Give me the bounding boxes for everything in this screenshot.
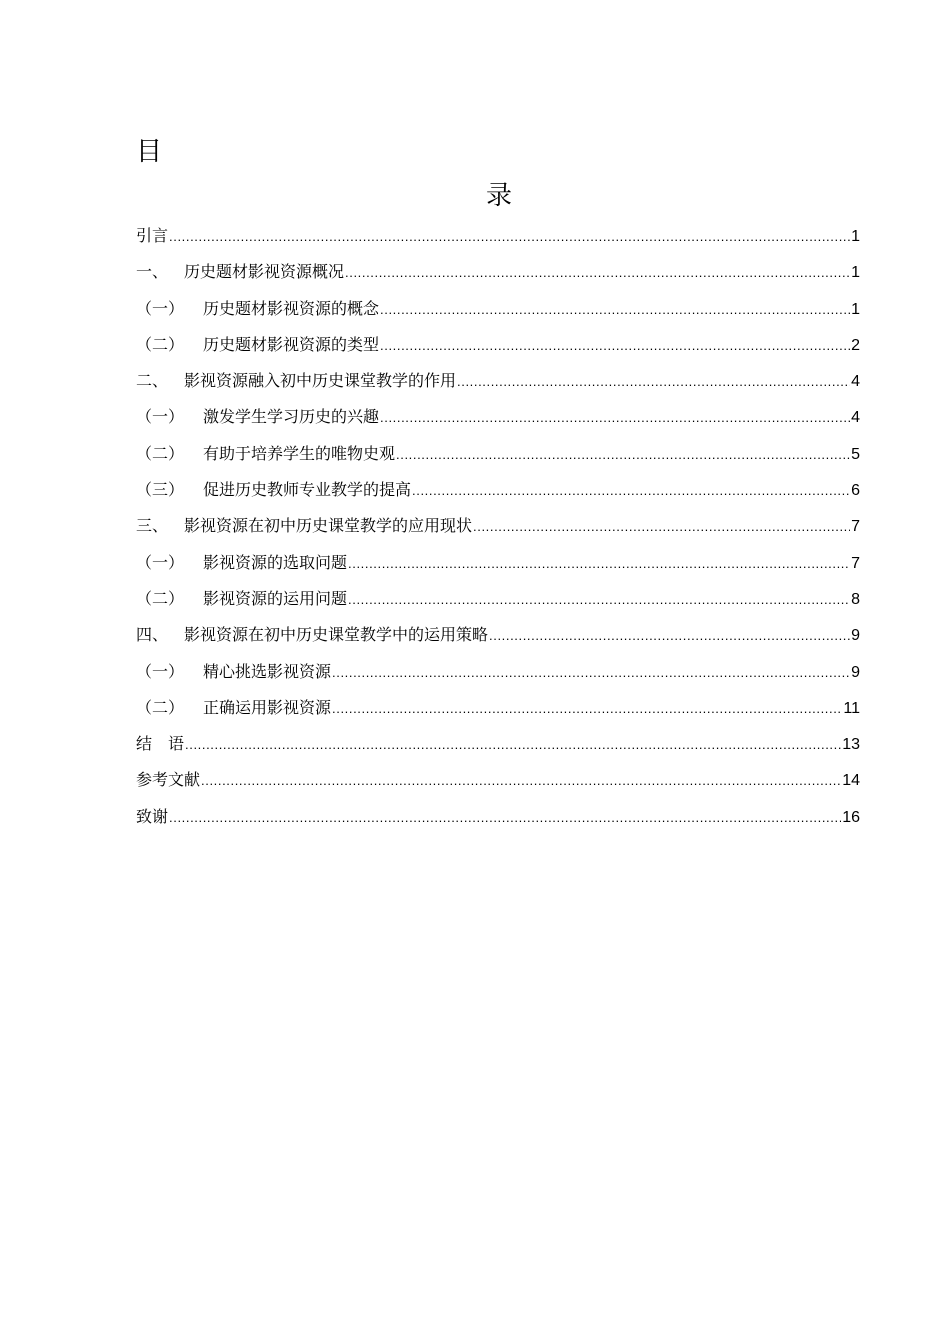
toc-entry-title: 结 语 (136, 734, 185, 754)
toc-title-second-char: 录 (486, 181, 513, 211)
toc-entry-number: （三） (136, 480, 185, 500)
toc-dot-leader (412, 477, 850, 505)
toc-entry-title: 参考文献 (136, 770, 201, 790)
toc-entry-title: 历史题材影视资源的类型 (203, 334, 380, 354)
toc-entry-title: 影视资源在初中历史课堂教学的应用现状 (184, 516, 473, 536)
toc-entry-page-number: 4 (851, 409, 860, 427)
toc-dot-leader (332, 695, 842, 723)
toc-entry-title: 影视资源的运用问题 (203, 588, 348, 608)
toc-dot-leader (473, 513, 850, 541)
toc-entry-title: 影视资源的选取问题 (203, 552, 348, 572)
toc-entry[interactable] (136, 367, 860, 403)
toc-entry-page-number: 7 (851, 554, 860, 572)
toc-entry-number: （二） (136, 697, 185, 717)
toc-dot-leader (348, 586, 850, 614)
toc-entry-title: 精心挑选影视资源 (203, 661, 332, 681)
toc-entry[interactable] (136, 440, 860, 476)
toc-entry-page-number: 13 (842, 736, 860, 754)
toc-entry-title: 促进历史教师专业教学的提高 (203, 480, 412, 500)
toc-entry-page-number: 14 (842, 772, 860, 790)
toc-entry[interactable] (136, 295, 860, 331)
toc-entry-number: （二） (136, 443, 185, 463)
toc-entry-page-number: 1 (851, 228, 860, 245)
toc-entry-page-number: 9 (851, 627, 860, 645)
toc-entry[interactable] (136, 803, 860, 839)
toc-entry-title: 影视资源在初中历史课堂教学中的运用策略 (184, 625, 489, 645)
toc-dot-leader (457, 368, 850, 396)
toc-entry[interactable] (136, 585, 860, 621)
toc-entry-page-number: 11 (843, 699, 860, 717)
toc-entry-number: （二） (136, 334, 185, 354)
toc-entry-page-number: 1 (851, 264, 860, 282)
toc-entry[interactable] (136, 403, 860, 439)
toc-dot-leader (345, 259, 850, 287)
toc-entry-page-number: 6 (851, 482, 860, 500)
toc-dot-leader (169, 804, 841, 832)
toc-entry[interactable] (136, 766, 860, 802)
toc-entry-page-number: 1 (851, 300, 860, 318)
toc-entry-number: （一） (136, 661, 185, 681)
toc-entry-number: （一） (136, 298, 185, 318)
toc-entry-page-number: 9 (851, 663, 860, 681)
toc-dot-leader (380, 332, 850, 360)
toc-entry-number: （二） (136, 588, 185, 608)
toc-entry-page-number: 16 (842, 808, 860, 826)
toc-dot-leader (348, 550, 850, 578)
toc-entry-title: 影视资源融入初中历史课堂教学的作用 (184, 371, 457, 391)
toc-dot-leader (489, 622, 850, 650)
toc-dot-leader (332, 659, 850, 687)
toc-entry-title: 有助于培养学生的唯物史观 (203, 443, 396, 463)
toc-dot-leader (185, 731, 841, 759)
toc-dot-leader (396, 441, 850, 469)
toc-entry-title: 历史题材影视资源概况 (184, 262, 345, 282)
toc-dot-leader (380, 296, 850, 324)
toc-entry[interactable] (136, 658, 860, 694)
toc-title-first-char: 目 (136, 137, 163, 167)
toc-entry-page-number: 5 (851, 445, 860, 463)
toc-entry[interactable] (136, 258, 860, 294)
toc-entry-title: 激发学生学习历史的兴趣 (203, 407, 380, 427)
toc-dot-leader (201, 767, 841, 795)
toc-entry[interactable] (136, 331, 860, 367)
toc-dot-leader (169, 223, 850, 251)
toc-entry-number: （一） (136, 407, 185, 427)
toc-entry-number: 一、 (136, 262, 169, 282)
toc-entry-title: 历史题材影视资源的概念 (203, 298, 380, 318)
toc-entry-number: 二、 (136, 371, 169, 391)
toc-entry-page-number: 4 (851, 373, 860, 391)
toc-entry[interactable] (136, 694, 860, 730)
toc-entry[interactable] (136, 621, 860, 657)
table-of-contents (136, 222, 860, 839)
toc-entry[interactable] (136, 730, 860, 766)
toc-entry-page-number: 2 (851, 336, 860, 354)
toc-entry-title: 正确运用影视资源 (203, 697, 332, 717)
toc-entry[interactable] (136, 549, 860, 585)
toc-entry[interactable] (136, 512, 860, 548)
toc-entry-number: 四、 (136, 625, 169, 645)
toc-entry-number: 三、 (136, 516, 169, 536)
toc-entry-page-number: 8 (851, 590, 860, 608)
toc-entry-title: 致谢 (136, 806, 169, 826)
toc-entry-title: 引言 (136, 226, 169, 245)
toc-entry-page-number: 7 (851, 518, 860, 536)
toc-entry[interactable] (136, 476, 860, 512)
toc-dot-leader (380, 404, 850, 432)
toc-entry[interactable] (136, 222, 860, 258)
toc-entry-number: （一） (136, 552, 185, 572)
